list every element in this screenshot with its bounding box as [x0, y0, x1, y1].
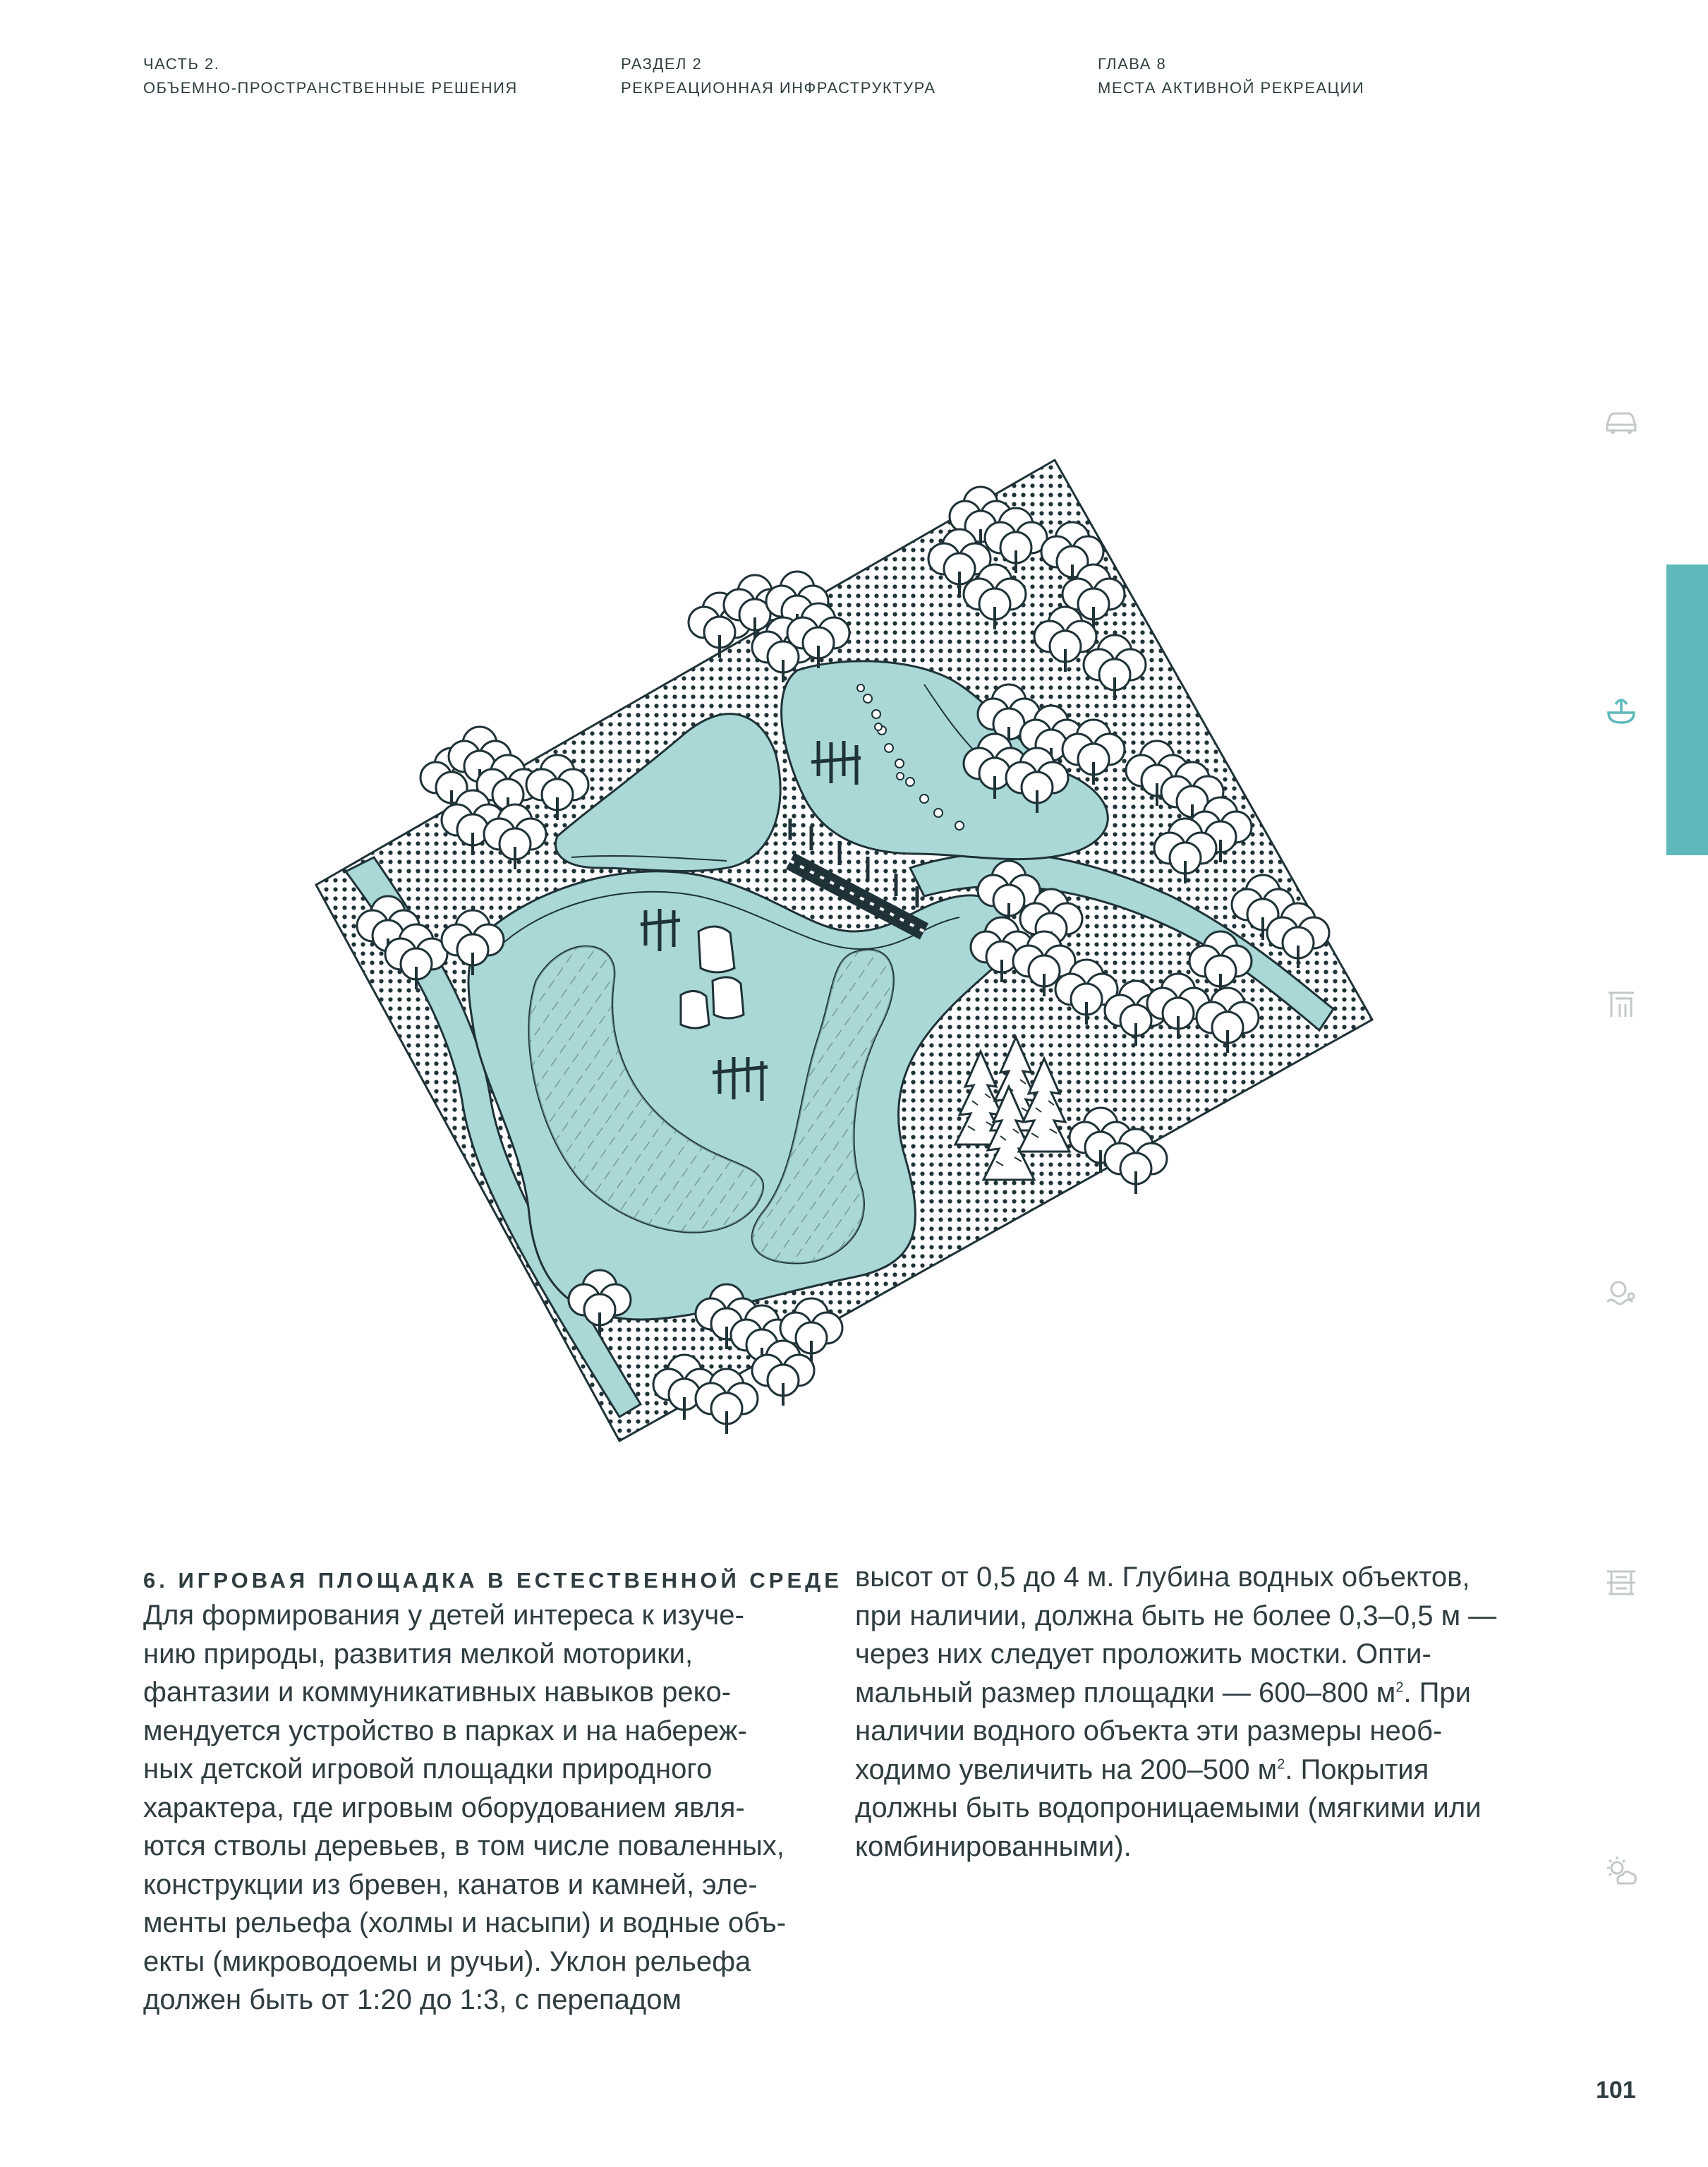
pool-icon[interactable] — [1601, 1274, 1641, 1313]
body-line: через них следует проложить мостки. Опти- — [855, 1638, 1431, 1670]
body-line: мендуется устройство в парках и на набереж- — [143, 1715, 747, 1746]
body-line: екты (микроводоемы и ручьи). Уклон рельефа — [143, 1945, 751, 1977]
article-column-left — [143, 1596, 786, 2020]
body-line: мальный размер площадки — 600–800 $м^2$. При — [855, 1677, 1472, 1708]
header-chapter-title: МЕСТА АКТИВНОЙ РЕКРЕАЦИИ — [1098, 79, 1365, 97]
body-line: наличии водного объекта эти размеры необ- — [855, 1715, 1443, 1746]
building-icon[interactable] — [1601, 984, 1641, 1024]
header-part — [143, 52, 518, 100]
body-line: нию природы, развития мелкой моторики, — [143, 1638, 694, 1670]
body-line: менты рельефа (холмы и насыпи) и водные объ- — [143, 1907, 787, 1938]
article-title: 6. ИГРОВАЯ ПЛОЩАДКА В ЕСТЕСТВЕННОЙ СРЕДЕ — [143, 1568, 842, 1593]
body-line: высот от 0,5 до 4 м. Глубина водных объектов, — [855, 1562, 1470, 1593]
body-line: конструкции из бревен, канатов и камней, эле- — [143, 1869, 758, 1900]
header-section-label: РАЗДЕЛ 2 — [621, 55, 703, 73]
body-line: фантазии и коммуникативных навыков реко- — [143, 1677, 732, 1708]
body-line: ходимо увеличить на 200–500 $м^2$. Покрытия — [855, 1753, 1429, 1785]
climbing-frame-2 — [641, 909, 680, 951]
page-number: 101 — [1596, 2077, 1636, 2103]
body-line: ных детской игровой площадки природного — [143, 1753, 713, 1785]
fountain-icon[interactable] — [1601, 692, 1641, 731]
body-line: при наличии, должна быть не более 0,3–0,5 м — — [855, 1600, 1497, 1631]
body-line: должны быть водопроницаемыми (мягкими или — [855, 1792, 1482, 1823]
bench-icon[interactable] — [1601, 1563, 1641, 1602]
body-line: характера, где игровым оборудованием явля- — [143, 1792, 745, 1823]
body-line: должен быть от 1:20 до 1:3, с перепадом — [143, 1984, 682, 2015]
article-column-right — [855, 1558, 1496, 1866]
header-part-title: ОБЪЕМНО-ПРОСТРАНСТВЕННЫЕ РЕШЕНИЯ — [143, 79, 518, 97]
weather-icon[interactable] — [1601, 1852, 1641, 1892]
car-icon[interactable] — [1601, 401, 1641, 440]
playground-illustration — [303, 445, 1404, 1454]
header-section — [621, 52, 936, 100]
body-line: Для формирования у детей интереса к изуче- — [143, 1600, 744, 1631]
header-part-label: ЧАСТЬ 2. — [143, 55, 220, 73]
body-line: ются стволы деревьев, в том числе поваленных, — [143, 1830, 785, 1861]
header-chapter-label: ГЛАВА 8 — [1098, 55, 1167, 73]
body-line: комбинированными). — [855, 1830, 1132, 1862]
header-section-title: РЕКРЕАЦИОННАЯ ИНФРАСТРУКТУРА — [621, 79, 936, 97]
header-chapter — [1098, 52, 1364, 100]
active-section-tab[interactable] — [1666, 565, 1708, 855]
